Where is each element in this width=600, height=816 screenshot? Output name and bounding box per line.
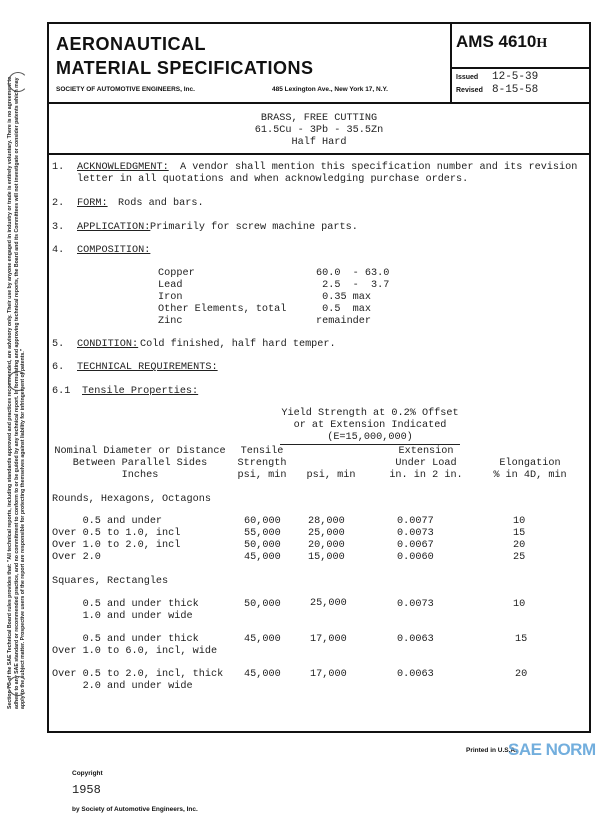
cell-yield: 20,000	[308, 540, 345, 551]
cell-elongation: 10	[513, 599, 526, 610]
group-label: Squares, Rectangles	[52, 576, 169, 587]
composition-element: Zinc	[158, 316, 183, 327]
cell-elongation: 15	[513, 528, 526, 539]
cell-elongation: 20	[513, 540, 526, 551]
section-1-text-cont: letter in all quotations and when acknowledging purchase orders.	[77, 174, 469, 185]
cell-extension: 0.0073	[397, 528, 434, 539]
copyright-year: 1958	[72, 783, 101, 797]
section-2-heading: FORM:	[77, 198, 108, 209]
section-5-text: Cold finished, half hard temper.	[140, 339, 336, 350]
col-header-size: Between Parallel Sides	[72, 458, 208, 469]
cell-size: Over 1.0 to 2.0, incl	[52, 540, 181, 551]
cell-size: Over 1.0 to 6.0, incl, wide	[52, 646, 218, 657]
section-6-number: 6.	[52, 362, 65, 373]
material-temper: Half Hard	[291, 137, 347, 148]
col-header-size: Inches	[121, 470, 159, 481]
section-2-text: Rods and bars.	[118, 198, 204, 209]
spec-revision: H	[536, 36, 548, 51]
col-header-extension: Extension	[398, 446, 454, 457]
col-header-tensile: psi, min	[237, 470, 287, 481]
section-3-number: 3.	[52, 222, 65, 233]
cell-tensile: 50,000	[244, 540, 281, 551]
title-line-2: MATERIAL SPECIFICATIONS	[56, 58, 314, 78]
cell-size: Over 0.5 to 2.0, incl, thick	[52, 669, 224, 680]
yield-header: Yield Strength at 0.2% Offset	[281, 408, 459, 419]
revised-date: 8-15-58	[492, 84, 539, 96]
composition-element: Lead	[158, 280, 183, 291]
cell-yield: 17,000	[310, 669, 347, 680]
cell-yield: 28,000	[308, 516, 345, 527]
section-6-1-number: 6.1	[52, 386, 71, 397]
col-header-size: Nominal Diameter or Distance	[54, 446, 226, 457]
col-header-extension: Under Load	[395, 458, 457, 469]
copyright-holder: by Society of Automotive Engineers, Inc.	[72, 806, 198, 813]
cell-yield: 25,000	[308, 528, 345, 539]
cell-tensile: 45,000	[244, 552, 281, 563]
cell-extension: 0.0077	[397, 516, 434, 527]
cell-size: Over 2.0	[52, 552, 101, 563]
sae-norm-watermark: SAE NORM	[508, 740, 596, 759]
composition-element: Copper	[158, 268, 195, 279]
cell-extension: 0.0067	[397, 540, 434, 551]
section-3-text: Primarily for screw machine parts.	[150, 222, 358, 233]
cell-extension: 0.0060	[397, 552, 434, 563]
cell-tensile: 45,000	[244, 634, 281, 645]
yield-header: (E=15,000,000)	[280, 432, 460, 445]
cell-tensile: 55,000	[244, 528, 281, 539]
col-header-elongation: Elongation	[499, 458, 561, 469]
cell-yield: 25,000	[310, 598, 347, 609]
side-disclaimer: Section 7C of the SAE Technical Board rules provides that: "All technical reports, including standards approved and practices recommended, are advisory only. Their use by anyone engaged in industry or trade is entirely voluntary. There is no agreement to adhere to any SAE standard or recommended practice, and no commitment to conform to or be guided by any technical report. In formulating and approving technical reports, the Board and its Committees will not investigate or consider patents which may apply to the subject matter. Prospective users of the report are responsible for protecting themselves against liability for infringement of patents."	[7, 76, 27, 709]
composition-value: 0.5 max	[316, 304, 372, 315]
section-6-heading: TECHNICAL REQUIREMENTS:	[77, 362, 218, 373]
cell-elongation: 15	[515, 634, 528, 645]
issued-label: Issued	[456, 74, 479, 81]
cell-extension: 0.0063	[397, 634, 434, 645]
section-4-number: 4.	[52, 245, 65, 256]
col-header-tensile: Tensile	[240, 446, 284, 457]
composition-value: 0.35 max	[316, 292, 372, 303]
composition-value: 60.0 - 63.0	[316, 268, 390, 279]
composition-value: remainder	[316, 316, 372, 327]
section-3-heading: APPLICATION:	[77, 222, 151, 233]
cell-yield: 17,000	[310, 634, 347, 645]
punch-hole-icon	[8, 371, 28, 391]
spec-number-text: AMS 4610	[456, 32, 537, 51]
title-line-1: AERONAUTICAL	[56, 34, 206, 54]
col-header-yield: psi, min	[306, 470, 356, 481]
cell-size: 0.5 and under thick	[52, 634, 199, 645]
section-1-heading: ACKNOWLEDGMENT:	[77, 162, 169, 173]
cell-size: 0.5 and under	[52, 516, 163, 527]
cell-elongation: 25	[513, 552, 526, 563]
copyright-label: Copyright	[72, 770, 103, 777]
col-header-elongation: % in 4D, min	[493, 470, 567, 481]
material-composition: 61.5Cu - 3Pb - 35.5Zn	[254, 125, 384, 136]
col-header-extension: in. in 2 in.	[389, 470, 463, 481]
cell-size: Over 0.5 to 1.0, incl	[52, 528, 181, 539]
cell-tensile: 60,000	[244, 516, 281, 527]
cell-elongation: 10	[513, 516, 526, 527]
publisher: SOCIETY OF AUTOMOTIVE ENGINEERS, Inc.	[56, 86, 195, 93]
cell-size: 2.0 and under wide	[52, 681, 193, 692]
issued-date: 12-5-39	[492, 71, 539, 83]
cell-yield: 15,000	[308, 552, 345, 563]
material-name: BRASS, FREE CUTTING	[260, 113, 378, 124]
cell-tensile: 50,000	[244, 599, 281, 610]
spec-number	[456, 30, 547, 53]
group-label: Rounds, Hexagons, Octagons	[52, 494, 211, 505]
punch-hole-icon	[8, 72, 28, 92]
section-1-text: A vendor shall mention this specification number and its revision	[180, 162, 578, 173]
cell-tensile: 45,000	[244, 669, 281, 680]
section-5-heading: CONDITION:	[77, 339, 139, 350]
yield-header: or at Extension Indicated	[293, 420, 447, 431]
section-6-1-heading: Tensile Properties:	[82, 386, 199, 397]
section-5-number: 5.	[52, 339, 65, 350]
composition-element: Iron	[158, 292, 183, 303]
punch-hole-icon	[8, 676, 28, 696]
col-header-tensile: Strength	[237, 458, 287, 469]
composition-element: Other Elements, total	[158, 304, 287, 315]
cell-elongation: 20	[515, 669, 528, 680]
revised-label: Revised	[456, 87, 483, 94]
cell-extension: 0.0073	[397, 599, 434, 610]
address: 485 Lexington Ave., New York 17, N.Y.	[272, 86, 388, 93]
copyright	[64, 744, 198, 816]
composition-value: 2.5 - 3.7	[316, 280, 390, 291]
section-1-number: 1.	[52, 162, 65, 173]
cell-size: 0.5 and under thick	[52, 599, 199, 610]
printed-in: Printed in U.S.A.	[466, 747, 517, 754]
section-4-heading: COMPOSITION:	[77, 245, 151, 256]
cell-extension: 0.0063	[397, 669, 434, 680]
section-2-number: 2.	[52, 198, 65, 209]
cell-size: 1.0 and under wide	[52, 611, 193, 622]
